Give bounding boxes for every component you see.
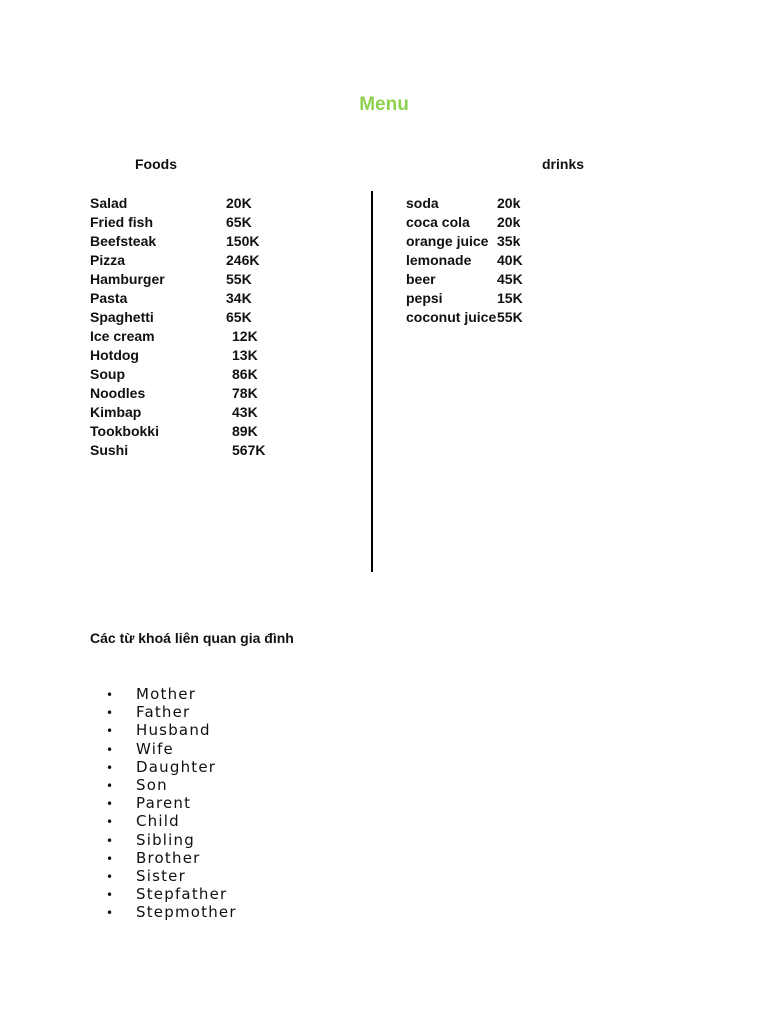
family-word: Sibling xyxy=(136,830,195,849)
family-word: Father xyxy=(136,703,191,722)
item-price: 34K xyxy=(226,290,252,306)
drinks-heading: drinks xyxy=(542,156,585,172)
item-price: 86K xyxy=(232,366,258,382)
list-item xyxy=(90,403,290,422)
list-item xyxy=(90,251,290,270)
family-word: Sister xyxy=(136,866,186,885)
item-price: 150K xyxy=(226,233,260,249)
list-item xyxy=(106,776,237,794)
item-name: lemonade xyxy=(406,252,472,268)
item-price: 40K xyxy=(497,252,523,268)
item-price: 65K xyxy=(226,214,252,230)
list-item xyxy=(106,703,237,721)
list-item xyxy=(90,308,290,327)
item-name: soda xyxy=(406,195,439,211)
family-word: Daughter xyxy=(136,757,217,776)
item-name: Noodles xyxy=(90,385,146,401)
bullet-icon: • xyxy=(106,851,114,866)
item-name: Hotdog xyxy=(90,347,139,363)
list-item xyxy=(106,903,237,921)
family-word: Son xyxy=(136,775,168,794)
item-name: beer xyxy=(406,271,436,287)
list-item xyxy=(90,270,290,289)
list-item xyxy=(406,213,556,232)
bullet-icon: • xyxy=(106,742,114,757)
list-item xyxy=(106,740,237,758)
drinks-list xyxy=(406,194,556,327)
foods-heading: Foods xyxy=(135,156,177,172)
item-price: 55K xyxy=(497,309,523,325)
item-price: 65K xyxy=(226,309,252,325)
item-name: Hamburger xyxy=(90,271,165,287)
item-price: 20k xyxy=(497,195,521,211)
list-item xyxy=(106,794,237,812)
family-word: Mother xyxy=(136,685,197,703)
item-price: 35k xyxy=(497,233,521,249)
item-name: Beefsteak xyxy=(90,233,157,249)
family-section-heading: Các từ khoá liên quan gia đình xyxy=(90,630,294,646)
item-price: 12K xyxy=(232,328,258,344)
list-item xyxy=(106,721,237,739)
bullet-icon: • xyxy=(106,760,114,775)
item-price: 45K xyxy=(497,271,523,287)
item-name: Kimbap xyxy=(90,404,142,420)
list-item xyxy=(90,289,290,308)
item-name: Sushi xyxy=(90,442,129,458)
list-item xyxy=(106,812,237,830)
bullet-icon: • xyxy=(106,906,114,921)
item-name: orange juice xyxy=(406,233,489,249)
list-item xyxy=(106,885,237,903)
bullet-icon: • xyxy=(106,869,114,884)
item-name: Ice cream xyxy=(90,328,155,344)
item-name: Salad xyxy=(90,195,128,211)
list-item xyxy=(406,308,556,327)
item-price: 43K xyxy=(232,404,258,420)
family-word: Husband xyxy=(136,721,211,740)
item-name: Fried fish xyxy=(90,214,154,230)
list-item xyxy=(90,232,290,251)
list-item xyxy=(406,270,556,289)
column-divider xyxy=(371,191,373,572)
list-item xyxy=(106,831,237,849)
item-name: coca cola xyxy=(406,214,470,230)
bullet-icon: • xyxy=(106,815,114,830)
item-name: Pizza xyxy=(90,252,126,268)
item-name: Tookbokki xyxy=(90,423,159,439)
bullet-icon: • xyxy=(106,706,114,721)
family-word: Wife xyxy=(136,739,174,758)
item-name: pepsi xyxy=(406,290,443,306)
list-item xyxy=(90,194,290,213)
item-price: 15K xyxy=(497,290,523,306)
list-item xyxy=(406,194,556,213)
item-name: Spaghetti xyxy=(90,309,154,325)
list-item xyxy=(106,685,237,703)
item-price: 567K xyxy=(232,442,266,458)
bullet-icon: • xyxy=(106,778,114,793)
item-name: Pasta xyxy=(90,290,128,306)
bullet-icon: • xyxy=(106,833,114,848)
item-name: coconut juice xyxy=(406,309,497,325)
list-item xyxy=(406,251,556,270)
list-item xyxy=(90,346,290,365)
family-word: Stepmother xyxy=(136,903,237,922)
list-item xyxy=(90,327,290,346)
list-item xyxy=(90,441,290,460)
item-price: 246K xyxy=(226,252,260,268)
list-item xyxy=(90,365,290,384)
list-item xyxy=(106,758,237,776)
item-price: 78K xyxy=(232,385,258,401)
family-word: Brother xyxy=(136,848,201,867)
family-word: Child xyxy=(136,812,180,831)
page-title: Menu xyxy=(359,94,409,115)
family-word-list xyxy=(106,685,237,921)
foods-list xyxy=(90,194,290,460)
item-name: Soup xyxy=(90,366,125,382)
list-item xyxy=(90,384,290,403)
item-price: 13K xyxy=(232,347,258,363)
list-item xyxy=(406,289,556,308)
item-price: 20K xyxy=(226,195,252,211)
family-word: Parent xyxy=(136,794,192,813)
item-price: 20k xyxy=(497,214,521,230)
bullet-icon: • xyxy=(106,688,114,702)
bullet-icon: • xyxy=(106,797,114,812)
list-item xyxy=(406,232,556,251)
item-price: 89K xyxy=(232,423,258,439)
list-item xyxy=(106,849,237,867)
list-item xyxy=(90,213,290,232)
bullet-icon: • xyxy=(106,724,114,739)
list-item xyxy=(90,422,290,441)
bullet-icon: • xyxy=(106,888,114,903)
list-item xyxy=(106,867,237,885)
item-price: 55K xyxy=(226,271,252,287)
family-word: Stepfather xyxy=(136,885,228,904)
